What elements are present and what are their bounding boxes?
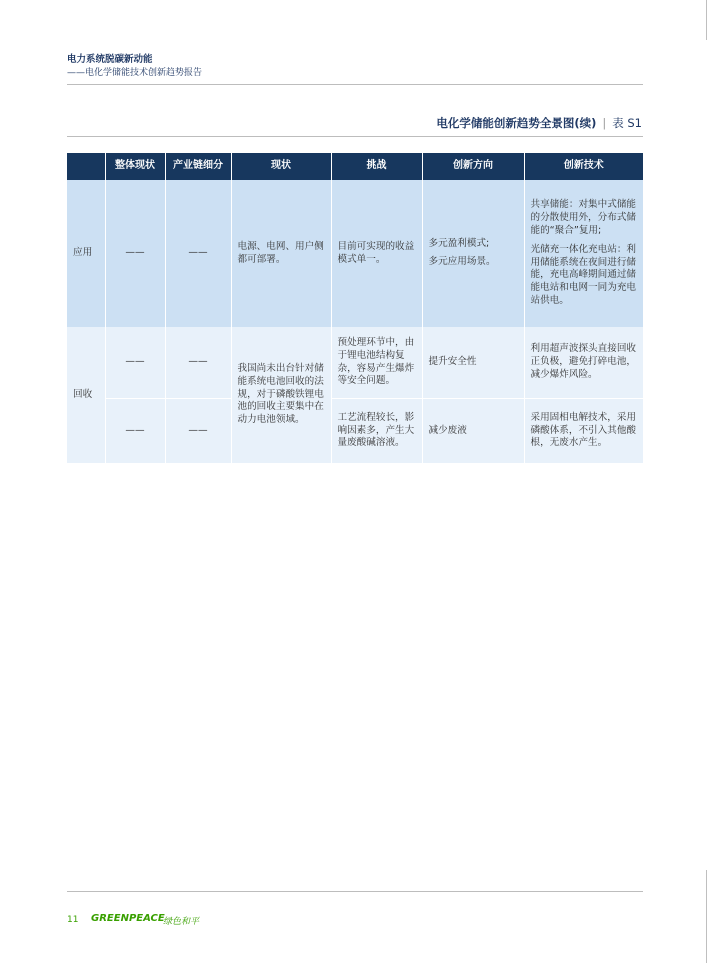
header-cell-stage	[67, 153, 105, 180]
table-row-recycle	[67, 399, 643, 464]
challenge-cell: 预处理环节中，由于锂电池结构复杂，容易产生爆炸等安全问题。	[331, 327, 422, 399]
overall-cell: ——	[105, 327, 165, 399]
header-cell-direction: 创新方向	[422, 153, 524, 180]
stage-recycle: 回收	[67, 327, 105, 463]
tech-paragraph: 光储充一体化充电站：利用储能系统在夜间进行储能，充电高峰期间通过储能电站和电网一同为充电站供电。	[530, 243, 637, 306]
report-subtitle: ——电化学储能技术创新趋势报告	[67, 68, 203, 78]
table-header-row	[67, 153, 643, 180]
direction-cell	[422, 180, 524, 327]
footer-divider	[67, 891, 643, 892]
section-divider	[67, 136, 643, 137]
header-cell-chain: 产业链细分	[165, 153, 231, 180]
table-row-recycle	[67, 327, 643, 399]
chain-cell: ——	[165, 180, 231, 327]
header-cell-challenge: 挑战	[331, 153, 422, 180]
section-title	[436, 115, 642, 131]
direction-line: 多元盈利模式;	[428, 238, 490, 250]
page-number: 11	[67, 915, 79, 925]
header-cell-overall: 整体现状	[105, 153, 165, 180]
page-edge-line-top	[706, 0, 707, 40]
challenge-cell: 工艺流程较长，影响因素多，产生大量废酸碱溶液。	[331, 399, 422, 464]
section-title-text: 电化学储能创新趋势全景图(续)	[436, 116, 597, 130]
greenpeace-logo: GREENPEACE	[91, 913, 165, 924]
challenge-cell: 目前可实现的收益模式单一。	[331, 180, 422, 327]
status-cell: 我国尚未出台针对储能系统电池回收的法规，对于磷酸铁锂电池的回收主要集中在动力电池领域。	[231, 327, 331, 463]
table-row-application	[67, 180, 643, 327]
direction-cell: 减少废液	[422, 399, 524, 464]
header-divider	[67, 84, 643, 85]
header-cell-status: 现状	[231, 153, 331, 180]
greenpeace-logo-cn: 绿色和平	[163, 917, 200, 927]
overall-cell: ——	[105, 399, 165, 464]
table-label: 表 S1	[612, 116, 642, 130]
page-edge-line-bottom	[706, 870, 707, 963]
overall-cell: ——	[105, 180, 165, 327]
chain-cell: ——	[165, 327, 231, 399]
tech-cell: 利用超声波探头直接回收正负极，避免打碎电池，减少爆炸风险。	[524, 327, 643, 399]
innovation-trend-table	[67, 153, 643, 463]
report-series-title: 电力系统脱碳新动能	[67, 54, 153, 65]
direction-cell: 提升安全性	[422, 327, 524, 399]
tech-cell: 采用固相电解技术，采用磷酸体系，不引入其他酸根，无废水产生。	[524, 399, 643, 464]
stage-application: 应用	[67, 180, 105, 327]
tech-paragraph: 共享储能：对集中式储能的分散使用外，分布式储能的“聚合”复用;	[530, 199, 637, 236]
header-cell-tech: 创新技术	[524, 153, 643, 180]
direction-line: 多元应用场景。	[428, 256, 496, 267]
chain-cell: ——	[165, 399, 231, 464]
status-cell: 电源、电网、用户侧都可部署。	[231, 180, 331, 327]
section-title-separator: |	[602, 116, 607, 130]
tech-cell	[524, 180, 643, 327]
